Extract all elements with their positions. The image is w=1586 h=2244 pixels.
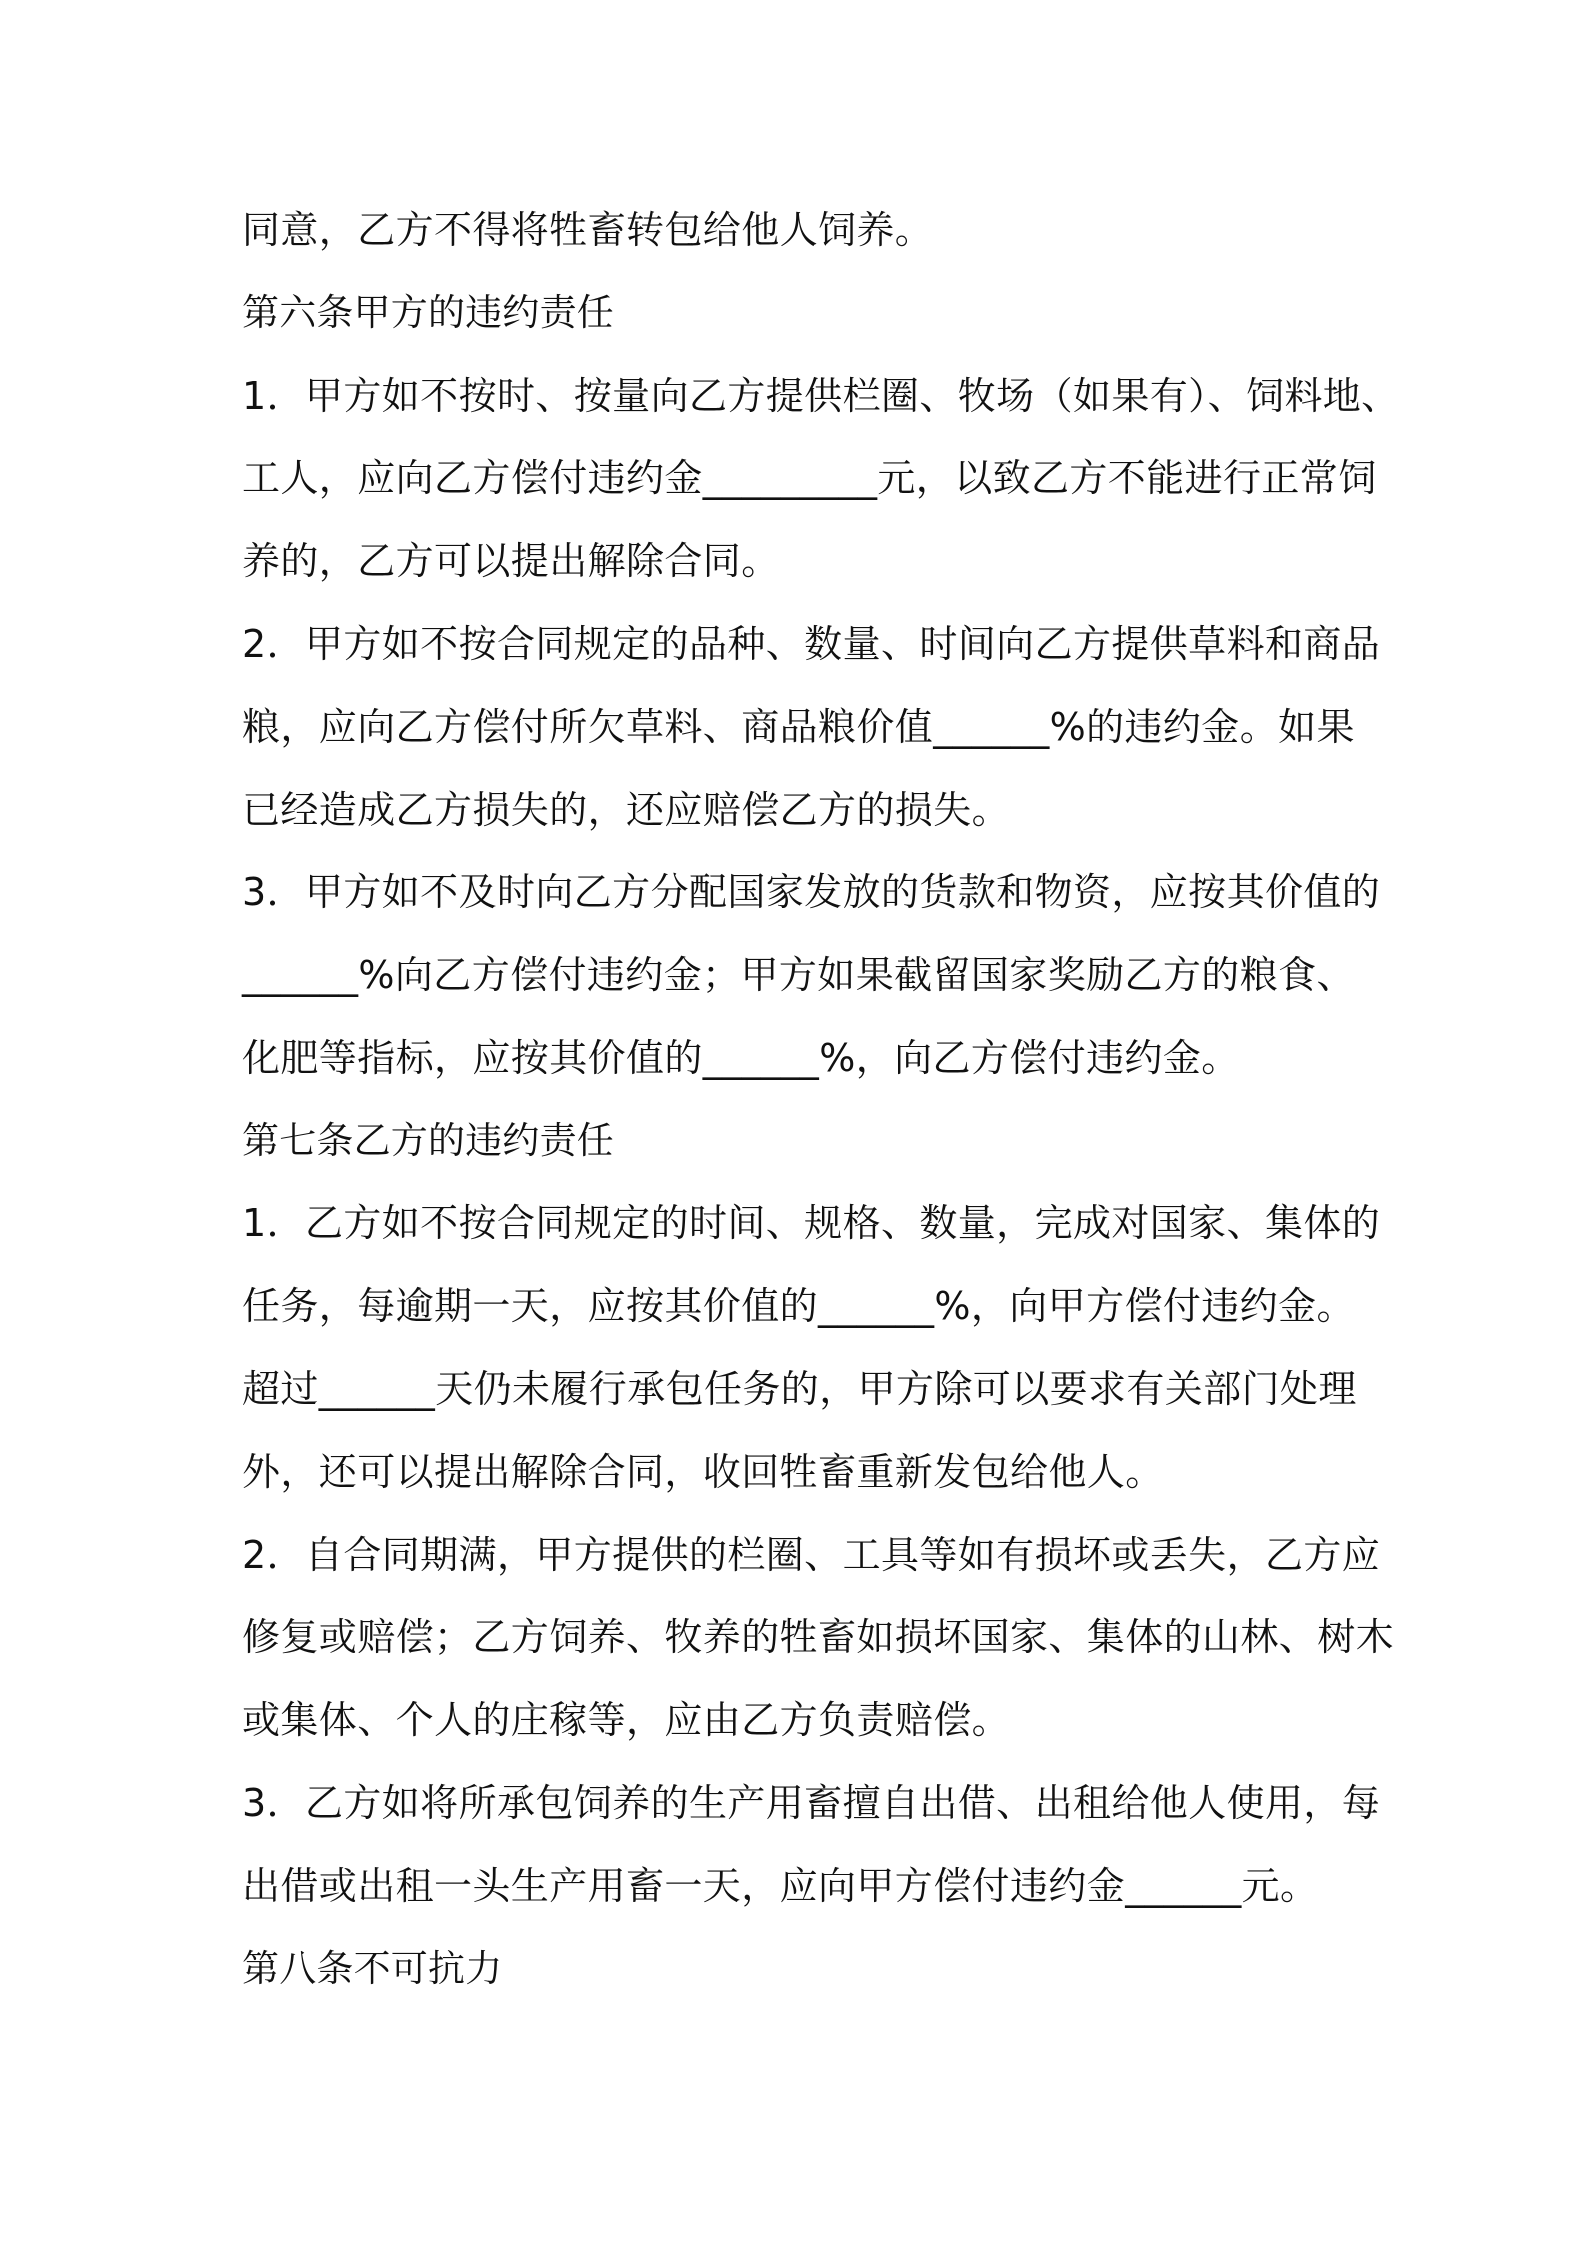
text-line: 化肥等指标，应按其价值的______%，向乙方偿付违约金。 — [242, 1036, 1240, 1080]
text-line: ______%向乙方偿付违约金；甲方如果截留国家奖励乙方的粮食、 — [242, 953, 1355, 997]
text-line: 已经造成乙方损失的，还应赔偿乙方的损失。 — [242, 788, 1011, 832]
text-line: 外，还可以提出解除合同，收回牲畜重新发包给他人。 — [242, 1450, 1164, 1494]
text-line: 2．自合同期满，甲方提供的栏圈、工具等如有损坏或丢失，乙方应 — [242, 1533, 1381, 1577]
section-heading: 第七条乙方的违约责任 — [242, 1119, 614, 1162]
section-heading: 第六条甲方的违约责任 — [242, 291, 614, 334]
text-line: 3．甲方如不及时向乙方分配国家发放的货款和物资，应按其价值的 — [242, 870, 1381, 914]
text-line: 同意，乙方不得将牲畜转包给他人饲养。 — [242, 208, 934, 252]
text-line: 超过______天仍未履行承包任务的，甲方除可以要求有关部门处理 — [242, 1367, 1357, 1411]
text-line: 3．乙方如将所承包饲养的生产用畜擅自出借、出租给他人使用，每 — [242, 1781, 1381, 1825]
section-heading: 第八条不可抗力 — [242, 1947, 503, 1990]
text-line: 或集体、个人的庄稼等，应由乙方负责赔偿。 — [242, 1698, 1011, 1742]
text-line: 工人，应向乙方偿付违约金_________元，以致乙方不能进行正常饲 — [242, 456, 1377, 500]
text-line: 1．乙方如不按合同规定的时间、规格、数量，完成对国家、集体的 — [242, 1201, 1381, 1245]
text-line: 1．甲方如不按时、按量向乙方提供栏圈、牧场（如果有）、饲料地、 — [242, 374, 1400, 418]
text-line: 修复或赔偿；乙方饲养、牧养的牲畜如损坏国家、集体的山林、树木 — [242, 1615, 1395, 1659]
text-line: 2．甲方如不按合同规定的品种、数量、时间向乙方提供草料和商品 — [242, 622, 1381, 666]
text-line: 养的，乙方可以提出解除合同。 — [242, 539, 780, 583]
text-line: 任务，每逾期一天，应按其价值的______%，向甲方偿付违约金。 — [242, 1284, 1355, 1328]
text-line: 出借或出租一头生产用畜一天，应向甲方偿付违约金______元。 — [242, 1864, 1319, 1908]
text-line: 粮，应向乙方偿付所欠草料、商品粮价值______%的违约金。如果 — [242, 705, 1355, 749]
